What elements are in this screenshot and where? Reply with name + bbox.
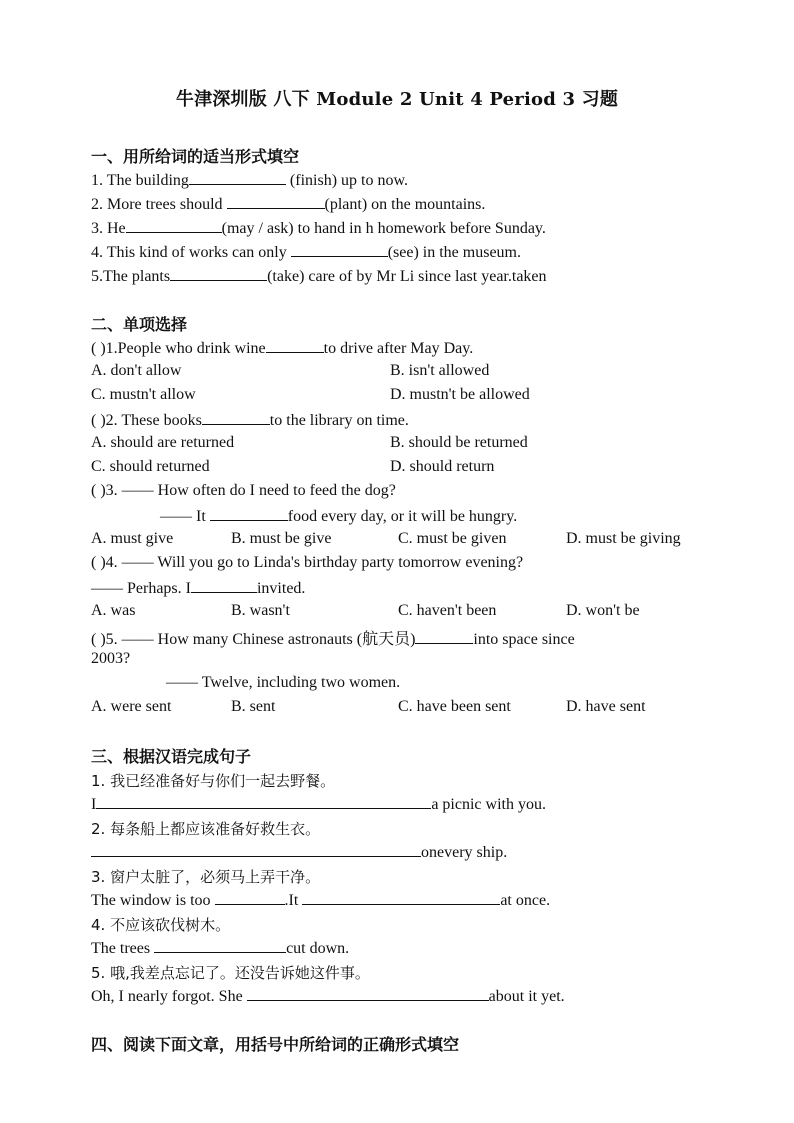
- s3-s1-text-a: I: [91, 796, 97, 813]
- s1-q4-text-b: (see) in the museum.: [387, 244, 521, 261]
- s2-q1-option-c[interactable]: C. mustn't allow: [91, 386, 196, 403]
- s2-q3-option-b[interactable]: B. must be give: [231, 530, 332, 547]
- section-4-heading: 四、阅读下面文章，用括号中所给词的正确形式填空: [91, 1035, 460, 1054]
- s1-question-4: [91, 242, 521, 262]
- answer-blank[interactable]: [302, 890, 500, 905]
- s1-q2-text-b: (plant) on the mountains.: [324, 196, 486, 213]
- s3-s1-text-b: a picnic with you.: [431, 796, 546, 813]
- section-2-heading: 二、单项选择: [91, 315, 188, 334]
- answer-blank[interactable]: [126, 218, 222, 233]
- answer-blank[interactable]: [170, 266, 267, 281]
- s2-q2-text-b: to the library on time.: [269, 412, 409, 429]
- section-1-heading: 一、用所给词的适当形式填空: [91, 147, 300, 166]
- s3-sentence-3-answer: [91, 890, 550, 910]
- s2-q2-option-d[interactable]: D. should return: [390, 458, 495, 475]
- s1-question-5: [91, 266, 547, 286]
- s1-question-3: [91, 218, 546, 238]
- s2-question-1: [91, 338, 473, 358]
- s2-q5-text-a: ( )5. —— How many Chinese astronauts (航天员): [91, 631, 416, 648]
- s2-q5-option-c[interactable]: C. have been sent: [398, 698, 511, 715]
- s2-q4-text-c: invited.: [256, 580, 306, 597]
- s2-q1-option-b[interactable]: B. isn't allowed: [390, 362, 490, 379]
- s2-q3-option-c[interactable]: C. must be given: [398, 530, 507, 547]
- s2-q4-option-a[interactable]: A. was: [91, 602, 136, 619]
- s1-q3-text-b: (may / ask) to hand in h homework before Sunday.: [221, 220, 546, 237]
- s1-q1-text-b: (finish) up to now.: [285, 172, 408, 189]
- answer-blank[interactable]: [202, 410, 270, 425]
- s2-q4-option-c[interactable]: C. haven't been: [398, 602, 497, 619]
- s1-question-2: [91, 194, 485, 214]
- s1-q4-text-a: 4. This kind of works can only: [91, 244, 291, 261]
- s2-question-5: [91, 626, 575, 649]
- s2-q5-text-b: into space since: [473, 631, 575, 648]
- s3-s3-text-b: .It: [284, 892, 303, 909]
- s2-q4-text-b: —— Perhaps. I: [91, 580, 191, 597]
- s2-q3-option-d[interactable]: D. must be giving: [566, 530, 681, 547]
- s2-question-3-response: [160, 506, 517, 526]
- s1-q2-text-a: 2. More trees should: [91, 196, 227, 213]
- s3-s3-text-c: at once.: [500, 892, 551, 909]
- s3-sentence-4-answer: [91, 938, 349, 958]
- answer-blank[interactable]: [91, 842, 421, 857]
- s3-sentence-5-answer: [91, 986, 565, 1006]
- answer-blank[interactable]: [266, 338, 324, 353]
- s2-q1-option-d[interactable]: D. mustn't be allowed: [390, 386, 530, 403]
- section-3-heading: 三、根据汉语完成句子: [91, 747, 252, 766]
- s3-sentence-1-answer: [91, 794, 546, 814]
- s2-q3-text-b: —— It: [160, 508, 210, 525]
- answer-blank[interactable]: [415, 629, 473, 644]
- s1-question-1: [91, 170, 408, 190]
- s3-sentence-2-chinese: 2. 每条船上都应该准备好救生衣。: [91, 820, 321, 838]
- s2-q2-option-c[interactable]: C. should returned: [91, 458, 210, 475]
- answer-blank[interactable]: [291, 242, 388, 257]
- s3-s5-text-b: about it yet.: [488, 988, 565, 1005]
- s3-sentence-5-chinese: 5. 哦,我差点忘记了。还没告诉她这件事。: [91, 964, 370, 982]
- s1-q5-text-b: (take) care of by Mr Li since last year.taken: [267, 268, 547, 285]
- s2-q2-text-a: ( )2. These books: [91, 412, 202, 429]
- s2-q2-option-a[interactable]: A. should are returned: [91, 434, 235, 451]
- answer-blank[interactable]: [96, 794, 431, 809]
- answer-blank[interactable]: [154, 938, 286, 953]
- s2-question-4: ( )4. —— Will you go to Linda's birthday party tomorrow evening?: [91, 554, 524, 571]
- s3-s5-text-a: Oh, I nearly forgot. She: [91, 988, 247, 1005]
- s2-q3-text-c: food every day, or it will be hungry.: [287, 508, 518, 525]
- s2-question-2: [91, 410, 409, 430]
- s2-question-4-response: [91, 578, 305, 598]
- s2-q1-text-b: to drive after May Day.: [323, 340, 474, 357]
- s2-q4-option-d[interactable]: D. won't be: [566, 602, 640, 619]
- s1-q3-text-a: 3. He: [91, 220, 126, 237]
- s3-sentence-4-chinese: 4. 不应该砍伐树木。: [91, 916, 231, 934]
- s2-question-5-response: —— Twelve, including two women.: [166, 674, 401, 691]
- answer-blank[interactable]: [227, 194, 325, 209]
- answer-blank[interactable]: [247, 986, 489, 1001]
- page-title: 牛津深圳版 八下 Module 2 Unit 4 Period 3 习题: [175, 89, 619, 110]
- s3-sentence-2-answer: [91, 842, 507, 862]
- s1-q1-text-a: 1. The building: [91, 172, 189, 189]
- s2-q2-option-b[interactable]: B. should be returned: [390, 434, 528, 451]
- answer-blank[interactable]: [215, 890, 285, 905]
- s2-q3-option-a[interactable]: A. must give: [91, 530, 174, 547]
- s2-q5-option-b[interactable]: B. sent: [231, 698, 276, 715]
- s2-q5-option-d[interactable]: D. have sent: [566, 698, 646, 715]
- s2-q5-option-a[interactable]: A. were sent: [91, 698, 172, 715]
- answer-blank[interactable]: [210, 506, 288, 521]
- s2-q4-option-b[interactable]: B. wasn't: [231, 602, 290, 619]
- s1-q5-text-a: 5.The plants: [91, 268, 171, 285]
- s2-q1-text-a: ( )1.People who drink wine: [91, 340, 266, 357]
- s3-s2-text-b: onevery ship.: [421, 844, 508, 861]
- s2-q1-option-a[interactable]: A. don't allow: [91, 362, 182, 379]
- s3-sentence-3-chinese: 3. 窗户太脏了，必须马上弄干净。: [91, 868, 321, 886]
- s2-question-3: ( )3. —— How often do I need to feed the dog?: [91, 482, 396, 499]
- s3-sentence-1-chinese: 1. 我已经准备好与你们一起去野餐。: [91, 772, 336, 790]
- s3-s4-text-a: The trees: [91, 940, 155, 957]
- answer-blank[interactable]: [191, 578, 257, 593]
- s3-s4-text-b: cut down.: [286, 940, 350, 957]
- s2-question-5-continued: 2003?: [91, 650, 131, 667]
- answer-blank[interactable]: [189, 170, 286, 185]
- s3-s3-text-a: The window is too: [91, 892, 215, 909]
